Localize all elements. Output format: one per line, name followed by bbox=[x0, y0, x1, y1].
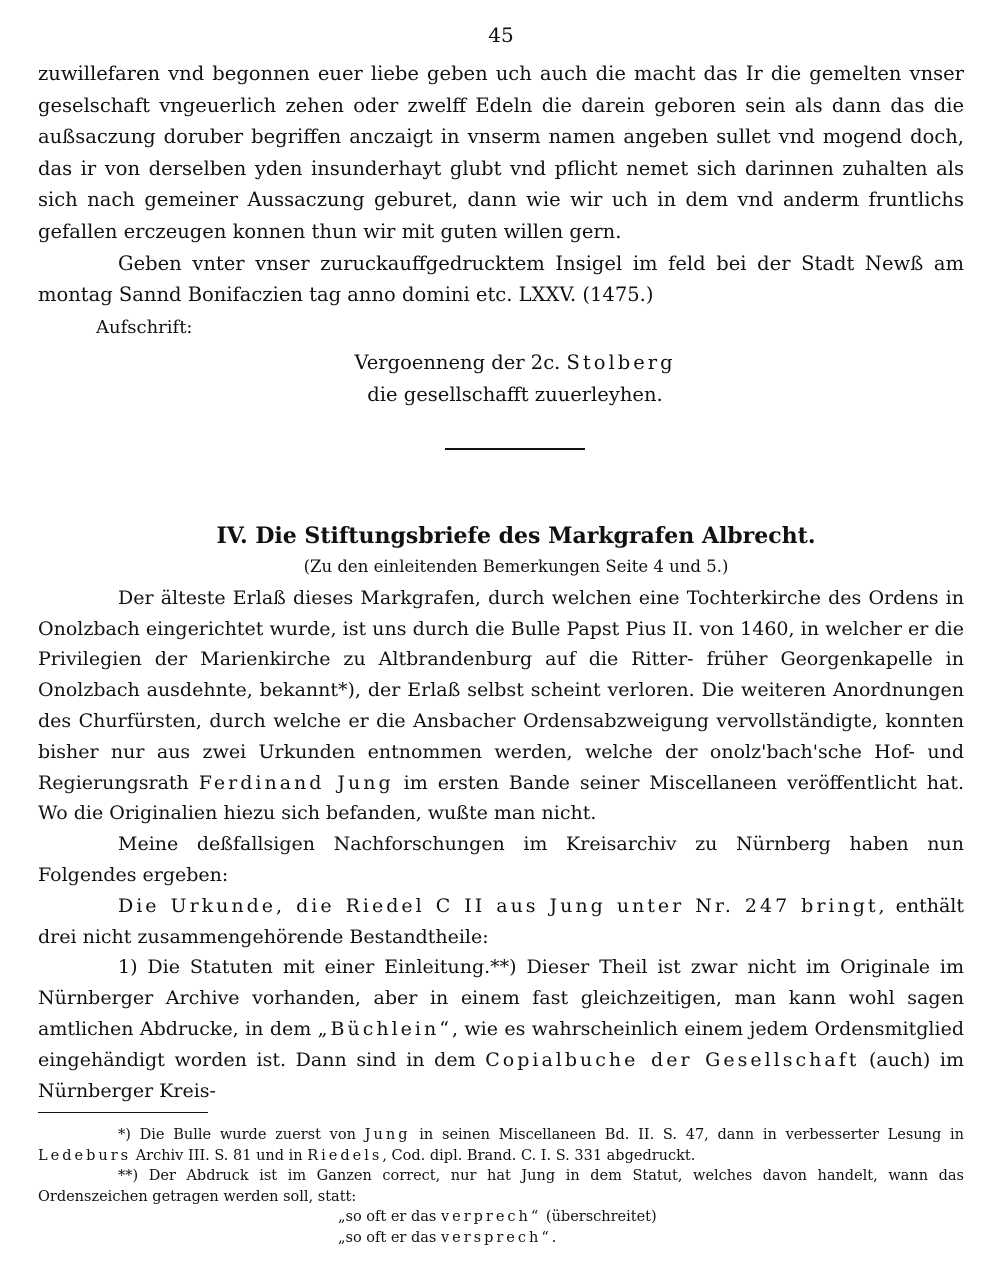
footnote-1-ledebur: Ledeburs bbox=[38, 1147, 132, 1164]
body-paragraph-1-text-a: Der älteste Erlaß dieses Markgrafen, durch welchen eine Tochterkirche des Ordens in Onolzbach eingerichtet wurde, ist uns durch die Bulle Papst Pius II. von 1460, in welcher er die Privilegien der Marienkirche zu Altbrandenburg auf die Ritter- früher Georgenkapelle in Onolzbach ausdehnte, bekannt*), der Erlaß selbst scheint verloren. Die weiteren Anordnungen des Churfürsten, durch welche er die Ansbacher Ordensabzweigung vervollständigte, konnten bisher nur aus zwei Urkunden entnommen werden, welche der onolz'bach'sche Hof- und Regierungsrath bbox=[38, 586, 964, 794]
footnote-1-riedel: Riedels bbox=[307, 1147, 383, 1164]
body-paragraph-3-spaced: Die Urkunde, die Riedel C II aus Jung unter Nr. 247 bringt, bbox=[118, 894, 888, 917]
body-paragraph-2 bbox=[38, 829, 964, 891]
letter-paragraph-2-text: Geben vnter vnser zuruckauffgedrucktem Insigel im feld bei der Stadt Newß am montag Sannd Bonifaczien tag anno domini etc. LXXV. (1475.) bbox=[38, 251, 964, 307]
body-paragraph-2-text: Meine deßfallsigen Nachforschungen im Kreisarchiv zu Nürnberg haben nun Folgendes ergeben: bbox=[38, 833, 964, 886]
footnote-2 bbox=[38, 1166, 964, 1207]
footnote-1-text-c: Archiv III. S. 81 und in bbox=[135, 1147, 303, 1164]
footnote-1-text-d: , Cod. dipl. Brand. C. I. S. 331 abgedruckt. bbox=[382, 1147, 696, 1164]
footnote-2-text: **) Der Abdruck ist im Ganzen correct, nur hat Jung in dem Statut, welches davon handelt, wann das Ordenszeichen getragen werden soll, statt: bbox=[38, 1168, 964, 1205]
body-paragraph-4-text-a: 1) Die Statuten mit einer Einleitung.**) Dieser Theil ist zwar nicht im Originale im Nürnberger Archive vorhanden, aber in einem fast gleichzeitigen, man kann wohl sagen amtlichen Abdrucke, in dem bbox=[38, 956, 964, 1040]
footnote-1-text-a: *) Die Bulle wurde zuerst von bbox=[118, 1127, 356, 1144]
body-paragraph-3-text: enthält drei nicht zusammengehörende Bestandtheile: bbox=[38, 894, 965, 948]
body-paragraph-1 bbox=[38, 583, 964, 829]
footnote-quote-1-a: „so oft er das bbox=[338, 1209, 437, 1226]
footnote-1 bbox=[38, 1125, 964, 1166]
footnote-1-text-b: in seinen Miscellaneen Bd. II. S. 47, dann in verbesserter Lesung in bbox=[419, 1127, 965, 1144]
address-line-1-prefix: Vergoenneng der 2c. bbox=[354, 350, 561, 374]
footnote-quote-2-a: „so oft er das bbox=[338, 1229, 437, 1246]
body-paragraph-4-word: „Büchlein“ bbox=[317, 1017, 452, 1040]
address-line-1 bbox=[66, 347, 964, 379]
body-paragraph-3 bbox=[38, 891, 964, 953]
body-paragraph-4-spaced: Copialbuche der Gesellschaft bbox=[485, 1048, 860, 1071]
letter-paragraph-1 bbox=[38, 58, 964, 248]
body-paragraph-4-text-c: (auch) im Nürnberger Kreis- bbox=[38, 1048, 965, 1102]
section-note: (Zu den einleitenden Bemerkungen Seite 4 und 5.) bbox=[303, 556, 729, 576]
footnote-quote-1 bbox=[338, 1207, 964, 1228]
footnote-quote-2-b: versprech“. bbox=[440, 1229, 560, 1246]
footnote-quote-1-b: verprech“ bbox=[440, 1209, 542, 1226]
address-line-2: die gesellschafft zuuerleyhen. bbox=[367, 382, 663, 406]
body-paragraph-4 bbox=[38, 952, 964, 1106]
aufschrift-label: Aufschrift: bbox=[96, 316, 193, 338]
section-divider-rule bbox=[445, 448, 585, 450]
address-block bbox=[66, 347, 964, 411]
document-page bbox=[38, 22, 964, 1248]
address-line-1-name: Stolberg bbox=[566, 350, 676, 374]
body-paragraph-1-name: Ferdinand Jung bbox=[198, 771, 394, 794]
footnote-quote-1-c: (überschreitet) bbox=[545, 1209, 657, 1226]
body-paragraph-1-text-b: im ersten Bande seiner Miscellaneen veröffentlicht hat. Wo die Originalien hiezu sich befanden, wußte man nicht. bbox=[38, 771, 964, 825]
footnote-quote-2 bbox=[338, 1228, 964, 1249]
letter-paragraph-2 bbox=[38, 248, 964, 311]
letter-paragraph-1-text: zuwillefaren vnd begonnen euer liebe geben uch auch die macht das Ir die gemelten vnser geselschaft vngeuerlich zehen oder zwelff Edeln die darein geboren sein als dann das die außsaczung doruber begriffen anczaigt in vnserm namen angeben sullet vnd mogend doch, das ir von derselben yden insunderhayt glubt vnd pflicht nemet sich darinnen zuhalten als sich nach gemeiner Aussaczung geburet, dann wie wir uch in dem vnd anderm fruntlichs gefallen erczeugen konnen thun wir mit guten willen gern. bbox=[38, 62, 964, 243]
footnote-1-name: Jung bbox=[364, 1127, 411, 1144]
page-number: 45 bbox=[488, 23, 514, 47]
body-paragraph-4-text-b: , wie es wahrscheinlich einem jedem Ordensmitglied eingehändigt worden ist. Dann sind in dem bbox=[38, 1017, 964, 1071]
footnote-rule bbox=[38, 1112, 208, 1113]
section-heading: IV. Die Stiftungsbriefe des Markgrafen Albrecht. bbox=[216, 522, 816, 549]
